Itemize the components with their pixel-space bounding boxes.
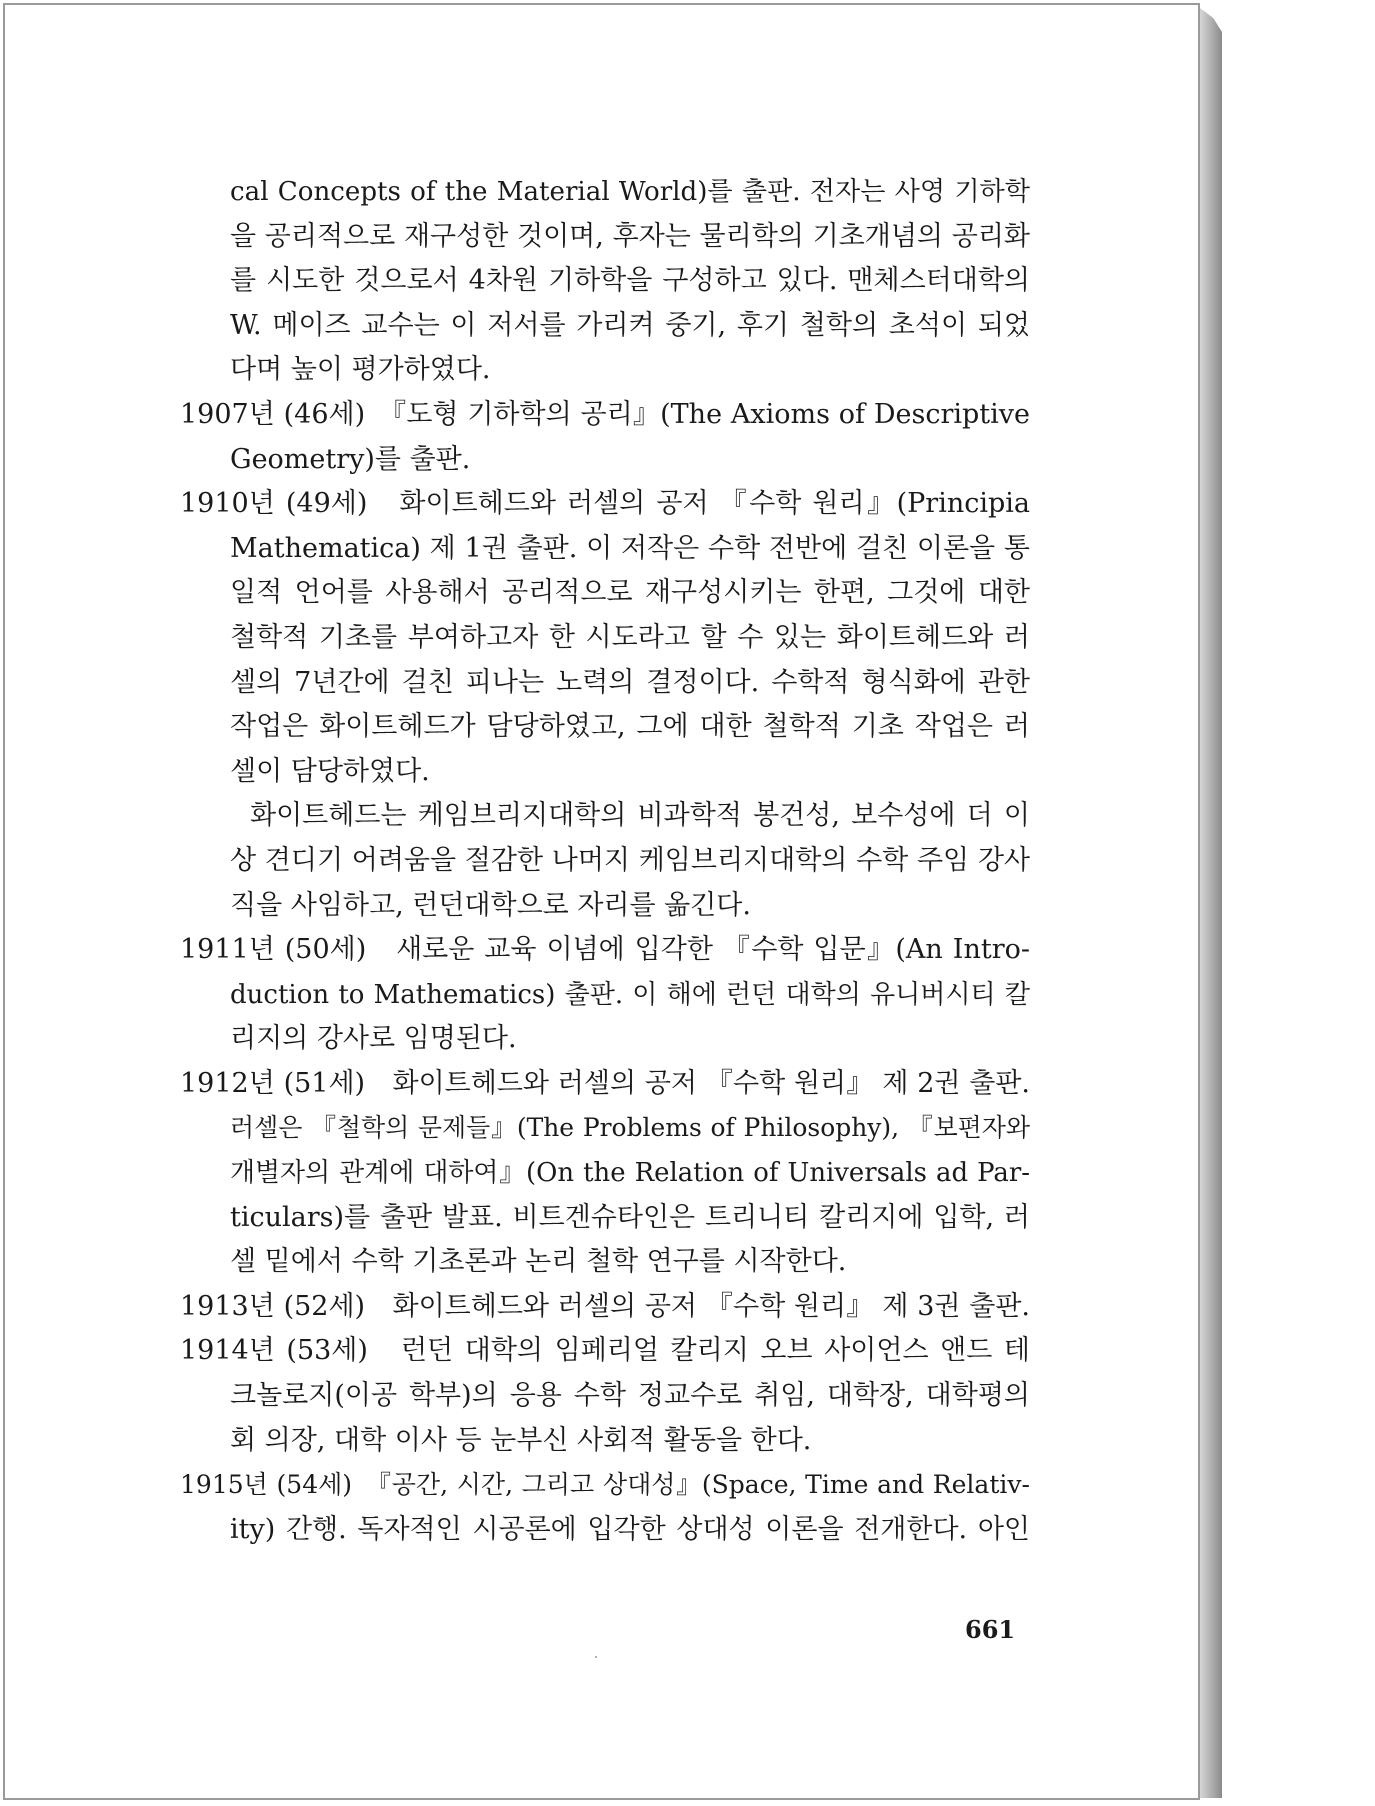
text-line: 셀 밑에서 수학 기초론과 논리 철학 연구를 시작한다. <box>230 1246 847 1278</box>
text-line: duction to Mathematics) 출판. 이 해에 런던 대학의 유니버시티 칼 <box>230 979 1030 1010</box>
text-line: 직을 사임하고, 런던대학으로 자리를 옮긴다. <box>230 889 751 921</box>
page-number: 661 <box>965 1615 1016 1644</box>
text-line: 러셀은 『철학의 문제들』(The Problems of Philosophy), 『보편자와 <box>230 1113 1030 1143</box>
text-line: 상 견디기 어려움을 절감한 나머지 케임브리지대학의 수학 주임 강사 <box>230 844 1030 876</box>
text-line: 화이트헤드는 케임브리지대학의 비과학적 봉건성, 보수성에 더 이 <box>250 800 1030 832</box>
text-line: W. 메이즈 교수는 이 저서를 가리켜 중기, 후기 철학의 초석이 되었 <box>230 309 1030 341</box>
text-line: 셀의 7년간에 걸친 피나는 노력의 결정이다. 수학적 형식화에 관한 <box>230 666 1030 698</box>
entry-1911: 1911년 (50세) 새로운 교육 이념에 입각한 『수학 입문』(An Intro- <box>180 934 1030 966</box>
text-line: 리지의 강사로 임명된다. <box>230 1023 517 1055</box>
text-line: 셀이 담당하였다. <box>230 755 430 787</box>
text-line: 일적 언어를 사용해서 공리적으로 재구성시키는 한편, 그것에 대한 <box>230 577 1030 609</box>
text-line: Geometry)를 출판. <box>230 443 471 475</box>
text-line: 회 의장, 대학 이사 등 눈부신 사회적 활동을 한다. <box>230 1424 812 1456</box>
text-line: 개별자의 관계에 대하여』(On the Relation of Universals ad Par- <box>230 1158 1030 1189</box>
page-stack-edge <box>1200 8 1222 1798</box>
entry-1914: 1914년 (53세) 런던 대학의 임페리얼 칼리지 오브 사이언스 앤드 테 <box>180 1335 1030 1367</box>
page-body <box>180 170 1030 1552</box>
print-speck <box>595 1656 597 1658</box>
entry-1912: 1912년 (51세) 화이트헤드와 러셀의 공저 『수학 원리』 제 2권 출판. <box>180 1067 1030 1099</box>
text-line: ticulars)를 출판 발표. 비트겐슈타인은 트리니티 칼리지에 입학, 러 <box>230 1201 1030 1233</box>
text-line: 다며 높이 평가하였다. <box>230 354 491 386</box>
text-line: 철학적 기초를 부여하고자 한 시도라고 할 수 있는 화이트헤드와 러 <box>230 621 1030 653</box>
text-line: ity) 간행. 독자적인 시공론에 입각한 상대성 이론을 전개한다. 아인 <box>230 1513 1030 1545</box>
text-line: 를 시도한 것으로서 4차원 기하학을 구성하고 있다. 맨체스터대학의 <box>230 265 1030 297</box>
entry-1915: 1915년 (54세) 『공간, 시간, 그리고 상대성』(Space, Time and Relativ- <box>180 1470 1030 1500</box>
text-line: 을 공리적으로 재구성한 것이며, 후자는 물리학의 기초개념의 공리화 <box>230 220 1030 252</box>
text-line: 크놀로지(이공 학부)의 응용 수학 정교수로 취임, 대학장, 대학평의 <box>230 1380 1030 1412</box>
entry-1910: 1910년 (49세) 화이트헤드와 러셀의 공저 『수학 원리』(Principia <box>180 488 1030 520</box>
text-block <box>180 170 1030 1552</box>
text-line: cal Concepts of the Material World)를 출판. 전자는 사영 기하학 <box>230 177 1030 207</box>
entry-1913: 1913년 (52세) 화이트헤드와 러셀의 공저 『수학 원리』 제 3권 출판. <box>180 1290 1030 1322</box>
text-line: Mathematica) 제 1권 출판. 이 저작은 수학 전반에 걸친 이론을 통 <box>230 532 1030 564</box>
text-line: 작업은 화이트헤드가 담당하였고, 그에 대한 철학적 기초 작업은 러 <box>230 711 1030 743</box>
entry-1907: 1907년 (46세) 『도형 기하학의 공리』(The Axioms of Descriptive <box>180 398 1030 430</box>
